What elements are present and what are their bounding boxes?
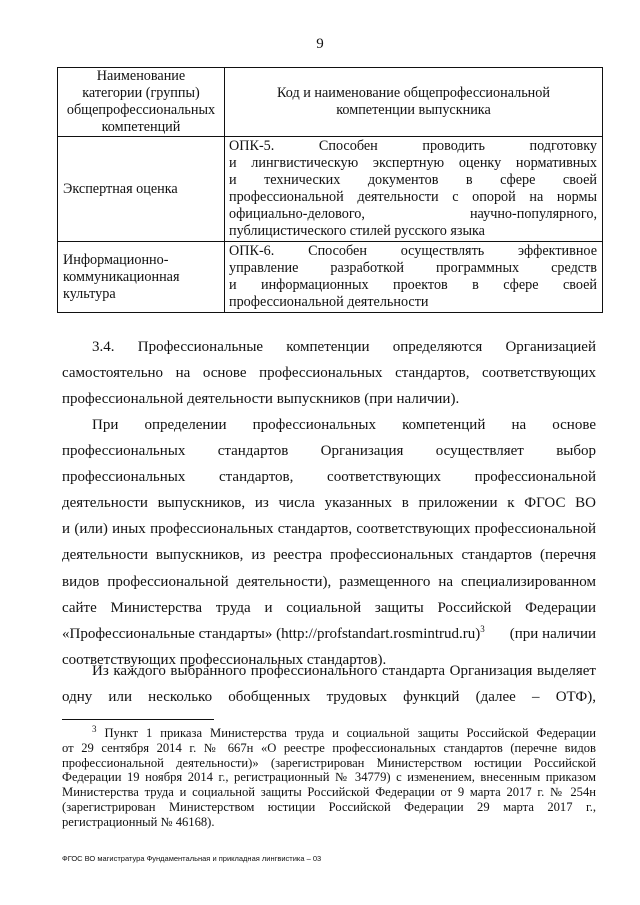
paragraph-profstandards xyxy=(62,412,596,673)
page-footer: ФГОС ВО магистратура Фундаментальная и прикладная лингвистика – 03 xyxy=(62,854,322,863)
text-line: 3.4. Профессиональные компетенции определяются Организацией xyxy=(92,339,596,355)
text-line: самостоятельно на основе профессиональных стандартов, соответствующих xyxy=(62,365,596,382)
text-fragment: (при наличии xyxy=(509,625,596,642)
category-cell xyxy=(58,137,225,242)
paragraph-otf xyxy=(62,658,596,710)
text-line: При определении профессиональных компетенций на основе xyxy=(92,417,596,433)
text-line-with-link xyxy=(62,621,596,647)
category-label-line: коммуникационная xyxy=(63,268,180,285)
footnote-line: от 29 сентября 2014 г. № 667н «О реестре профессиональных стандартов (перечне видов xyxy=(62,740,596,755)
header-col1-line: компетенций xyxy=(101,119,181,135)
header-category-cell xyxy=(58,68,225,137)
competence-line: и информационных проектов в сфере своей xyxy=(229,277,597,293)
competence-line: управление разработкой программных средств xyxy=(229,260,597,276)
header-col1-line: категории (группы) xyxy=(82,85,200,101)
competence-cell xyxy=(225,137,603,242)
profstandart-link[interactable]: «Профессиональные стандарты» (http://profstandart.rosmintrud.ru)$^3$ xyxy=(62,623,485,642)
footnote-marker: 3 xyxy=(92,723,97,734)
competence-line: и технических документов в сфере своей xyxy=(229,172,597,188)
category-label-line: Информационно- xyxy=(63,251,169,268)
competence-line: официально-делового, научно-популярного, xyxy=(229,206,597,222)
header-col2-line: компетенции выпускника xyxy=(336,102,491,118)
page-number: 9 xyxy=(316,36,324,52)
text-line: видов профессиональной деятельности), размещенного на специализированном xyxy=(62,573,596,590)
text-line: деятельности выпускников, из числа указанных в приложении к ФГОС ВО xyxy=(62,495,596,512)
footnote-separator xyxy=(62,719,214,720)
table-row xyxy=(58,137,603,242)
footnote xyxy=(62,723,596,830)
text-line: профессиональной деятельности выпускников (при наличии). xyxy=(62,391,460,408)
table-header-row xyxy=(58,68,603,137)
header-col2-line: Код и наименование общепрофессиональной xyxy=(277,85,550,101)
competence-cell xyxy=(225,242,603,313)
text-line: деятельности выпускников, из реестра профессиональных стандартов (перечня xyxy=(62,547,596,564)
competence-line: ОПК-6. Способен осуществлять эффективное xyxy=(229,243,597,259)
category-cell xyxy=(58,242,225,313)
category-label: Экспертная оценка xyxy=(63,180,178,197)
paragraph-3-4 xyxy=(62,334,596,412)
header-col1-line: общепрофессиональных xyxy=(66,102,216,118)
text-line: соответствующих профессиональных стандартов). xyxy=(62,651,387,668)
competence-line: и лингвистическую экспертную оценку нормативных xyxy=(229,155,597,171)
text-line: сайте Министерства труда и социальной защиты Российской Федерации xyxy=(62,599,596,616)
category-label-line: культура xyxy=(63,285,116,302)
footnote-reference: 3 xyxy=(480,623,485,634)
footnote-line: $^3$ Пункт 1 приказа Министерства труда и социальной защиты Российской Федерации xyxy=(92,723,596,740)
footnote-line: Министерства труда и социальной защиты Российской Федерации от 9 марта 2017 г. № 254н xyxy=(62,785,596,800)
competence-line: профессиональной деятельности xyxy=(229,294,429,310)
competence-line: профессиональной деятельности с опорой на нормы xyxy=(229,189,597,205)
text-line: профессиональных стандартов, соответствующих профессиональной xyxy=(62,469,596,486)
competence-line: публицистического стилей русского языка xyxy=(229,223,485,239)
header-col1-line: Наименование xyxy=(96,68,186,84)
text-line: и (или) иных профессиональных стандартов, соответствующих профессиональной xyxy=(62,521,596,538)
header-code-cell xyxy=(225,68,603,137)
footnote-line: (зарегистрирован Министерством юстиции Российской Федерации 29 марта 2017 г., xyxy=(62,799,596,814)
competencies-table xyxy=(57,67,603,313)
footnote-line: профессиональной деятельности)» (зарегистрирован Министерством юстиции Российской xyxy=(62,755,596,770)
text-line: профессиональных стандартов Организация осуществляет выбор xyxy=(62,443,596,460)
text-line: Из каждого выбранного профессионального стандарта Организация выделяет xyxy=(92,663,596,679)
table-row xyxy=(58,242,603,313)
footnote-line: регистрационный № 46168). xyxy=(62,814,215,829)
footnote-line: Федерации 19 ноября 2014 г., регистрационный № 34779) с изменением, внесенным приказом xyxy=(62,770,596,785)
text-line: одну или несколько обобщенных трудовых функций (далее – ОТФ), xyxy=(62,689,596,706)
competence-line: ОПК-5. Способен проводить подготовку xyxy=(229,138,597,154)
